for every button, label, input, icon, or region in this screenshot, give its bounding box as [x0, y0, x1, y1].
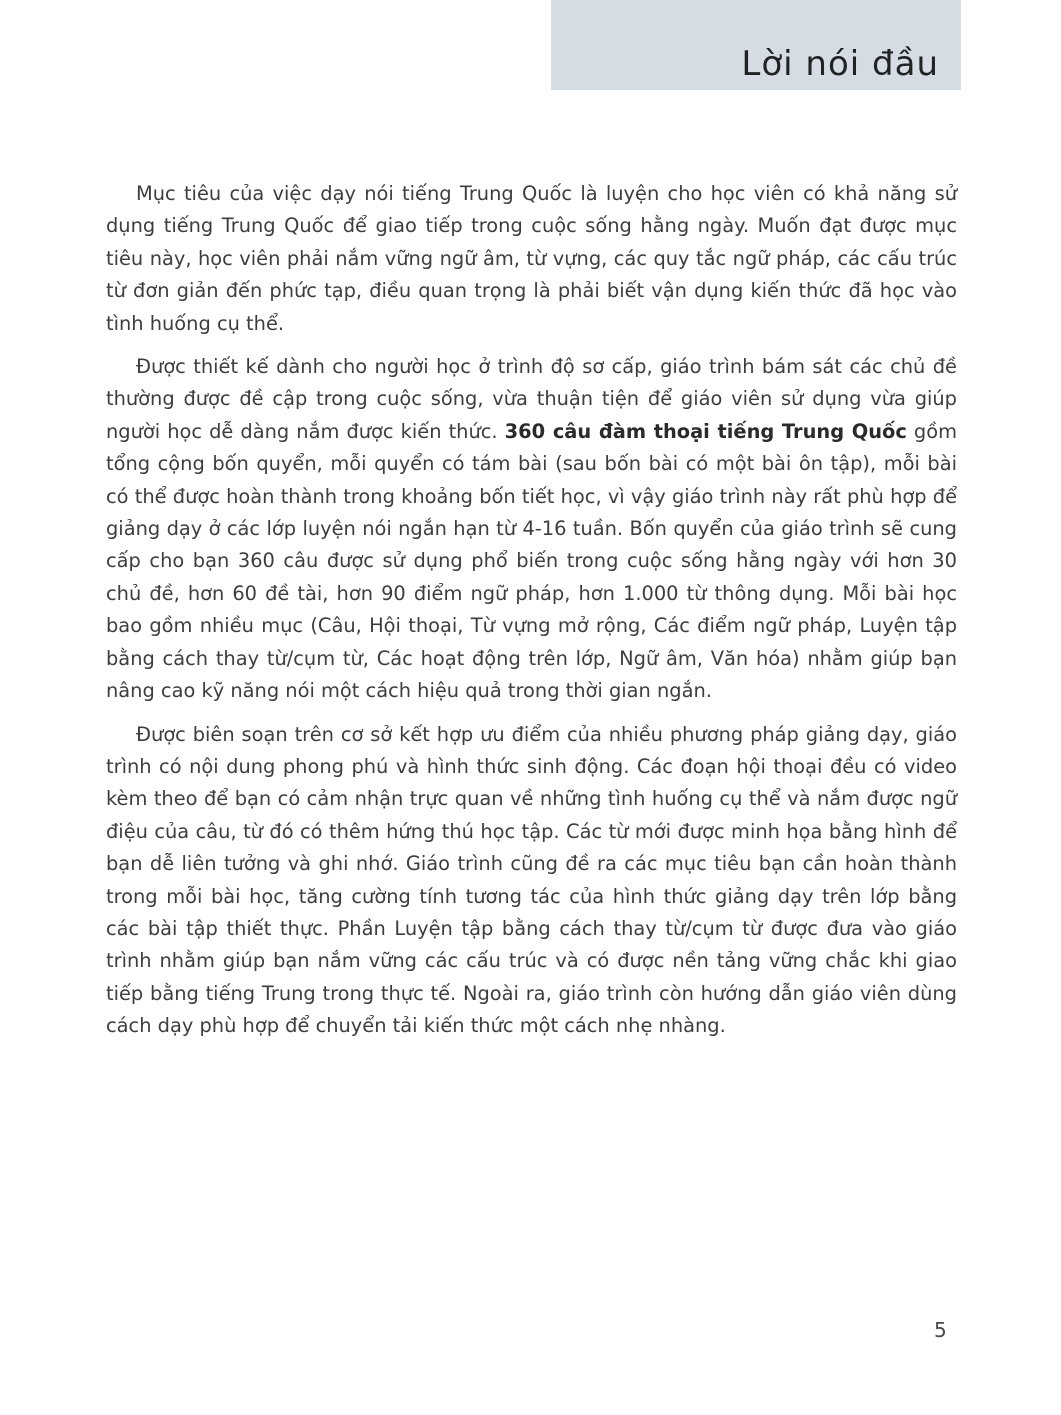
preface-body: [106, 178, 957, 1054]
title-banner: [551, 0, 961, 90]
paragraph-2-rest: gồm tổng cộng bốn quyển, mỗi quyển có tám bài (sau bốn bài có một bài ôn tập), mỗi bài có thể được hoàn thành trong khoảng bốn tiết học, vì vậy giáo trình này rất phù hợp để giảng dạy ở các lớp luyện nói ngắn hạn từ 4-16 tuần. Bốn quyển của giáo trình sẽ cung cấp cho bạn 360 câu được sử dụng phổ biến trong cuộc sống hằng ngày với hơn 30 chủ đề, hơn 60 đề tài, hơn 90 điểm ngữ pháp, hơn 1.000 từ thông dụng. Mỗi bài học bao gồm nhiều mục (Câu, Hội thoại, Từ vựng mở rộng, Các điểm ngữ pháp, Luyện tập bằng cách thay từ/cụm từ, Các hoạt động trên lớp, Ngữ âm, Văn hóa) nhằm giúp bạn nâng cao kỹ năng nói một cách hiệu quả trong thời gian ngắn.: [106, 419, 957, 703]
paragraph-2-intro: Được thiết kế dành cho người học ở trình độ sơ cấp, giáo trình bám sát các chủ đề thường được đề cập trong cuộc sống, vừa thuận tiện để giáo viên sử dụng vừa giúp người học dễ dàng nắm được kiến thức.: [106, 355, 957, 443]
paragraph-2: [106, 351, 957, 707]
paragraph-3: Được biên soạn trên cơ sở kết hợp ưu điểm của nhiều phương pháp giảng dạy, giáo trình có nội dung phong phú và hình thức sinh động. Các đoạn hội thoại đều có video kèm theo để bạn có cảm nhận trực quan về những tình huống cụ thể và nắm được ngữ điệu của câu, từ đó có thêm hứng thú học tập. Các từ mới được minh họa bằng hình để bạn dễ liên tưởng và ghi nhớ. Giáo trình cũng đề ra các mục tiêu bạn cần hoàn thành trong mỗi bài học, tăng cường tính tương tác của hình thức giảng dạy trên lớp bằng các bài tập thiết thực. Phần Luyện tập bằng cách thay từ/cụm từ được đưa vào giáo trình nhằm giúp bạn nắm vững các cấu trúc và có được nền tảng vững chắc khi giao tiếp bằng tiếng Trung trong thực tế. Ngoài ra, giáo trình còn hướng dẫn giáo viên dùng cách dạy phù hợp để chuyển tải kiến thức một cách nhẹ nhàng.: [106, 722, 957, 1038]
book-title: 360 câu đàm thoại tiếng Trung Quốc: [504, 419, 907, 443]
page-number: 5: [934, 1318, 947, 1342]
paragraph-1: Mục tiêu của việc dạy nói tiếng Trung Quốc là luyện cho học viên có khả năng sử dụng tiếng Trung Quốc để giao tiếp trong cuộc sống hằng ngày. Muốn đạt được mục tiêu này, học viên phải nắm vững ngữ âm, từ vựng, các quy tắc ngữ pháp, các cấu trúc từ đơn giản đến phức tạp, điều quan trọng là phải biết vận dụng kiến thức đã học vào tình huống cụ thể.: [106, 182, 957, 335]
page-title: Lời nói đầu: [741, 44, 939, 84]
